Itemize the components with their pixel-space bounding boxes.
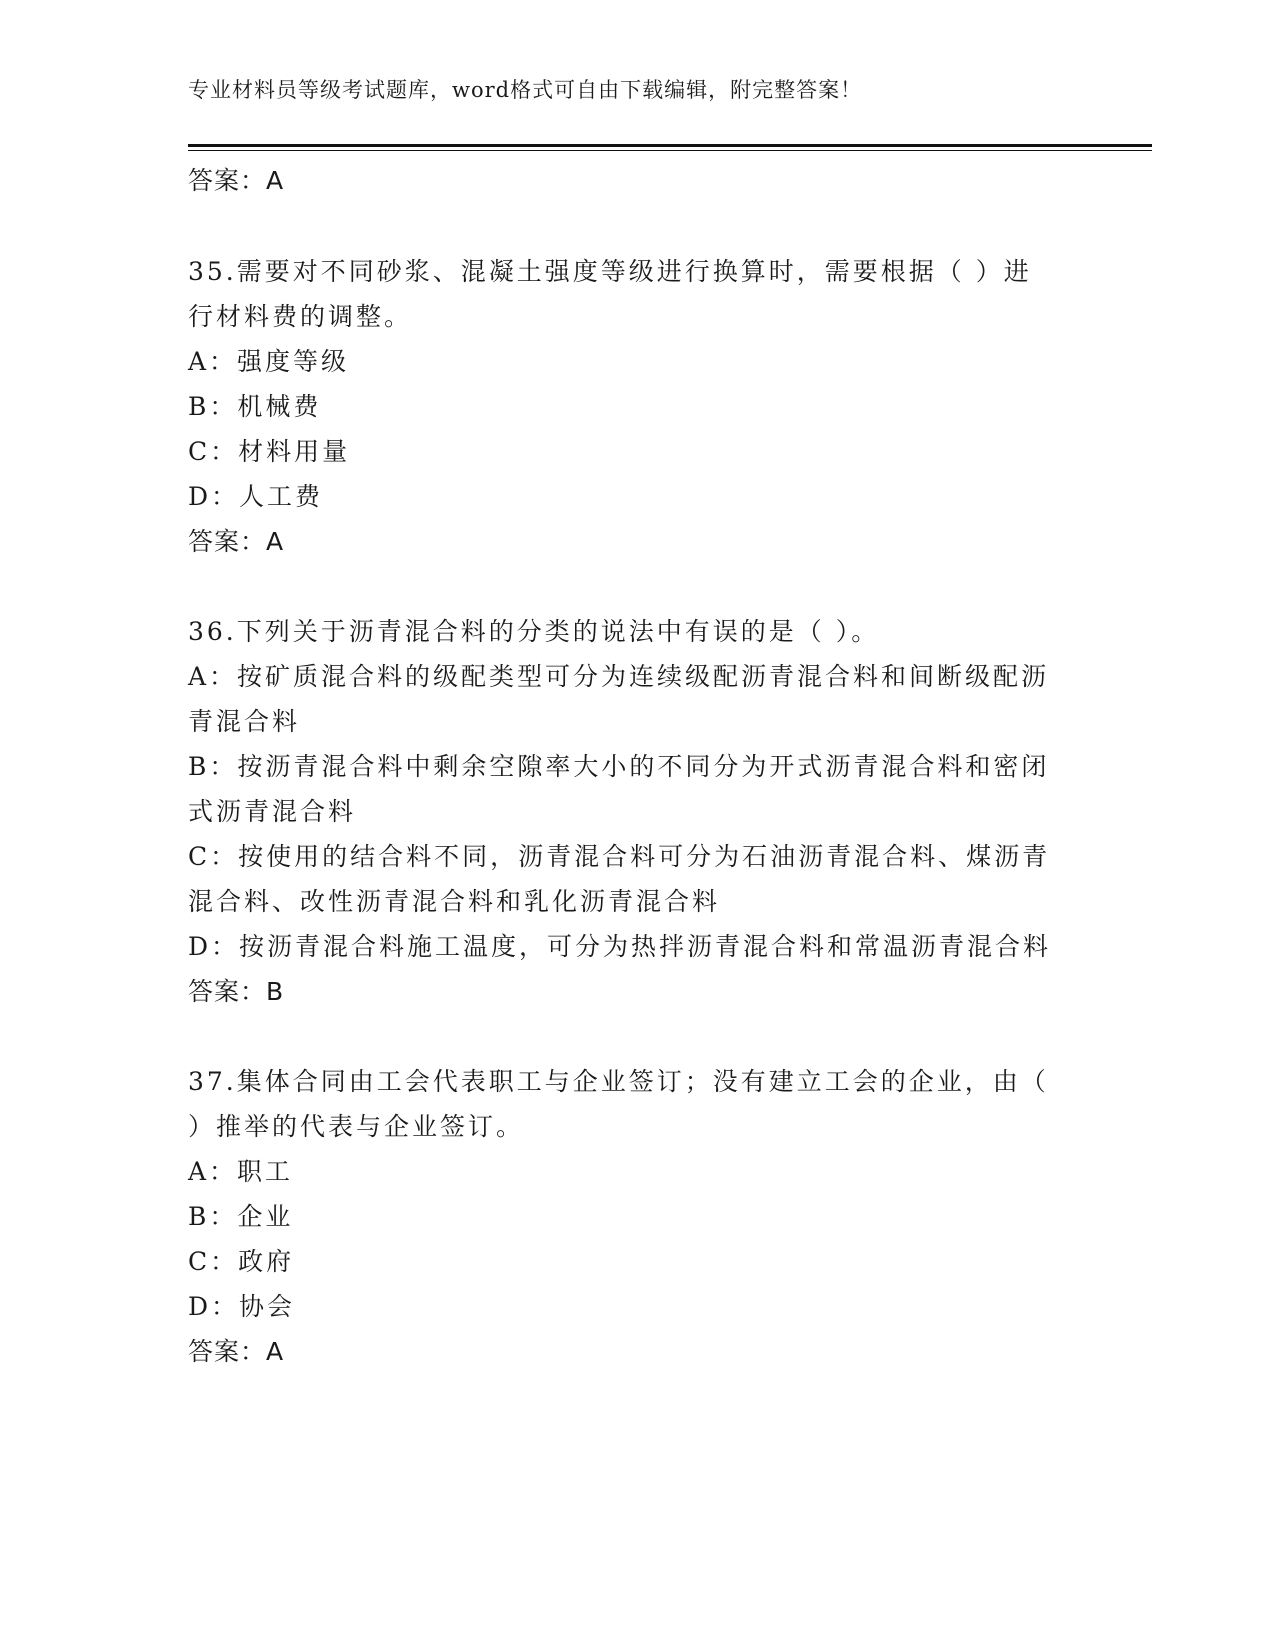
option-d: D：协会 <box>188 1292 296 1321</box>
option-a: A：职工 <box>188 1157 294 1186</box>
page-header: 专业材料员等级考试题库，word格式可自由下载编辑，附完整答案！ <box>188 78 863 102</box>
question-block <box>188 249 1088 564</box>
option-c: C：材料用量 <box>188 437 351 466</box>
question-stem: ）推举的代表与企业签订。 <box>188 1112 525 1141</box>
answer-line: 答案：B <box>188 977 285 1006</box>
header-rule-thick <box>188 144 1152 147</box>
question-stem: 行材料费的调整。 <box>188 302 413 331</box>
option-b: B：按沥青混合料中剩余空隙率大小的不同分为开式沥青混合料和密闭 <box>188 752 1050 781</box>
option-b: B：机械费 <box>188 392 322 421</box>
question-block <box>188 1059 1088 1374</box>
option-d: D：人工费 <box>188 482 324 511</box>
option-c-continued: 混合料、改性沥青混合料和乳化沥青混合料 <box>188 887 721 916</box>
option-d: D：按沥青混合料施工温度，可分为热拌沥青混合料和常温沥青混合料 <box>188 932 1052 961</box>
option-c: C：按使用的结合料不同，沥青混合料可分为石油沥青混合料、煤沥青 <box>188 842 1051 871</box>
option-a-continued: 青混合料 <box>188 707 301 736</box>
question-stem: 37.集体合同由工会代表职工与企业签订；没有建立工会的企业，由（ <box>188 1067 1049 1096</box>
answer-line: 答案：A <box>188 166 285 195</box>
question-stem: 36.下列关于沥青混合料的分类的说法中有误的是（ ）。 <box>188 617 880 646</box>
option-a: A：按矿质混合料的级配类型可分为连续级配沥青混合料和间断级配沥 <box>188 662 1050 691</box>
question-block <box>188 609 1088 1014</box>
option-b: B：企业 <box>188 1202 294 1231</box>
header-rule-thin <box>188 150 1152 151</box>
answer-line: 答案：A <box>188 1337 285 1366</box>
option-c: C：政府 <box>188 1247 295 1276</box>
option-b-continued: 式沥青混合料 <box>188 797 357 826</box>
document-body <box>188 158 1088 1374</box>
answer-line: 答案：A <box>188 527 285 556</box>
question-stem: 35.需要对不同砂浆、混凝土强度等级进行换算时，需要根据（ ）进 <box>188 257 1032 286</box>
option-a: A：强度等级 <box>188 347 350 376</box>
